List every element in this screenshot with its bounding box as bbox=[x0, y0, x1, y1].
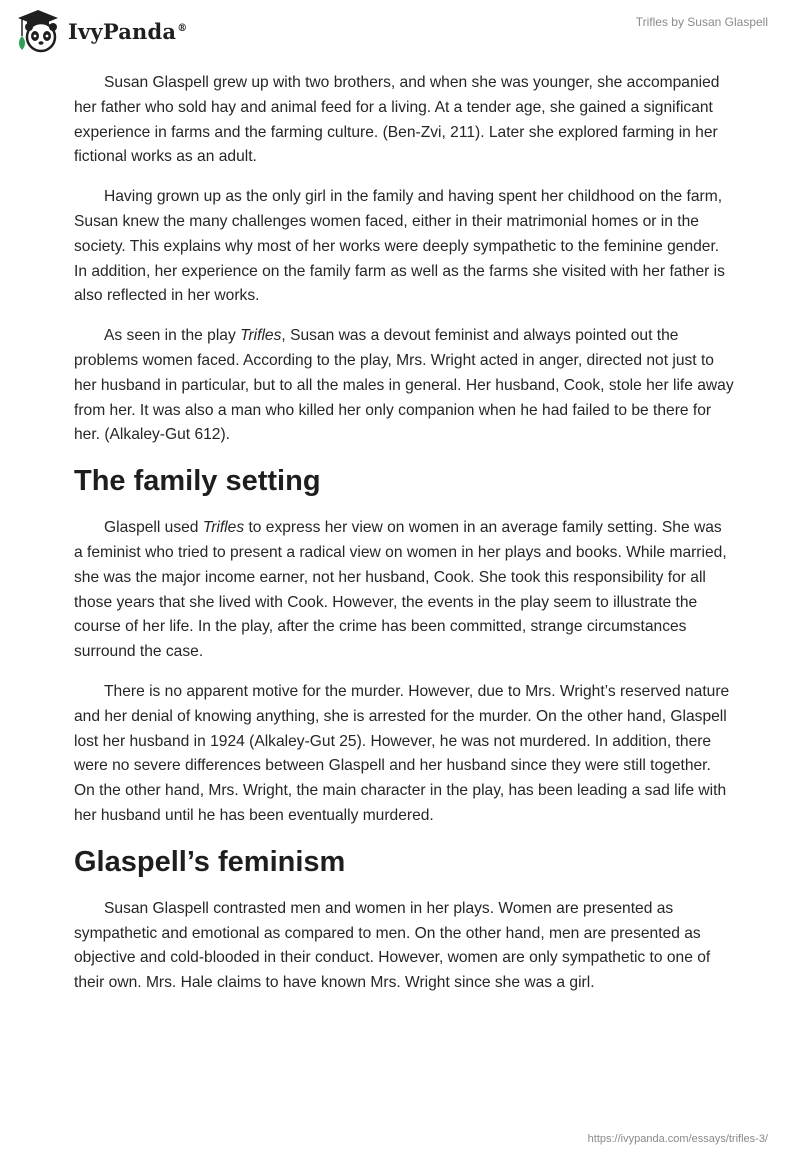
heading-glaspell-feminism: Glaspell’s feminism bbox=[74, 845, 346, 878]
paragraph-4-text-a: Glaspell used bbox=[104, 519, 203, 537]
document-title: Trifles by Susan Glaspell bbox=[635, 15, 768, 29]
paragraph-3-text-b: , Susan was a devout feminist and always pointed out the problems women faced. According to the play, Mrs. Wright acted in anger, directed not just to her husband in particular, but to all the males in general. Her husband, Cook, stole her life away from her. It was also a man who killed her only companion when he had failed to be there for her. (Alkaley-Gut 612). bbox=[74, 327, 734, 444]
registered-mark: ® bbox=[177, 22, 188, 34]
logo-wordmark bbox=[68, 19, 187, 44]
play-title-trifles: Trifles bbox=[240, 327, 282, 345]
essay-body bbox=[74, 71, 734, 1011]
paragraph-1: Susan Glaspell grew up with two brothers, and when she was younger, she accompanied her father who sold hay and animal feed for a living. At a tender age, she gained a significant experience in farms and the farming culture. (Ben-Zvi, 211). Later she explored farming in her fictional works as an adult. bbox=[74, 74, 720, 166]
paragraph-4 bbox=[74, 516, 734, 665]
ivypanda-logo[interactable] bbox=[14, 8, 187, 54]
panda-icon bbox=[14, 8, 62, 54]
paragraph-2: Having grown up as the only girl in the family and having spent her childhood on the farm, Susan knew the many challenges women faced, either in their matrimonial homes or in the society. This explains why most of her works were deeply sympathetic to the feminine gender. In addition, her experience on the family farm as well as the farms she visited with her father is also reflected in her works. bbox=[74, 188, 725, 305]
logo-name: IvyPanda bbox=[68, 18, 177, 44]
source-url-link[interactable]: https://ivypanda.com/essays/trifles-3/ bbox=[587, 1133, 768, 1145]
heading-family-setting: The family setting bbox=[74, 465, 321, 498]
paragraph-6: Susan Glaspell contrasted men and women in her plays. Women are presented as sympathetic and emotional as compared to men. On the other hand, men are presented as objective and cold-blooded in their conduct. However, women are only sympathetic to one of their own. Mrs. Hale claims to have known Mrs. Wright since she was a girl. bbox=[74, 899, 711, 992]
play-title-trifles: Trifles bbox=[202, 519, 245, 537]
page-header bbox=[0, 0, 800, 60]
paragraph-3 bbox=[74, 324, 734, 448]
paragraph-5: There is no apparent motive for the murder. However, due to Mrs. Wright’s reserved nature and her denial of knowing anything, she is arrested for the murder. On the other hand, Glaspell lost her husband in 1924 (Alkaley-Gut 25). However, he was not murdered. In addition, there were no severe differences between Glaspell and her husband since they were still together. On the other hand, Mrs. Wright, the main character in the play, has been leading a sad life with her husband until he has been eventually murdered. bbox=[74, 682, 730, 824]
paragraph-3-text-a: As seen in the play bbox=[104, 327, 241, 345]
paragraph-4-text-b: to express her view on women in an average family setting. She was a feminist who tried to present a radical view on women in her plays and books. While married, she was the major income earner, not her husband, Cook. She took this responsibility for all those years that she lived with Cook. However, the events in the play seem to illustrate the course of her life. In the play, after the crime has been committed, strange circumstances surround the case. bbox=[74, 519, 727, 661]
